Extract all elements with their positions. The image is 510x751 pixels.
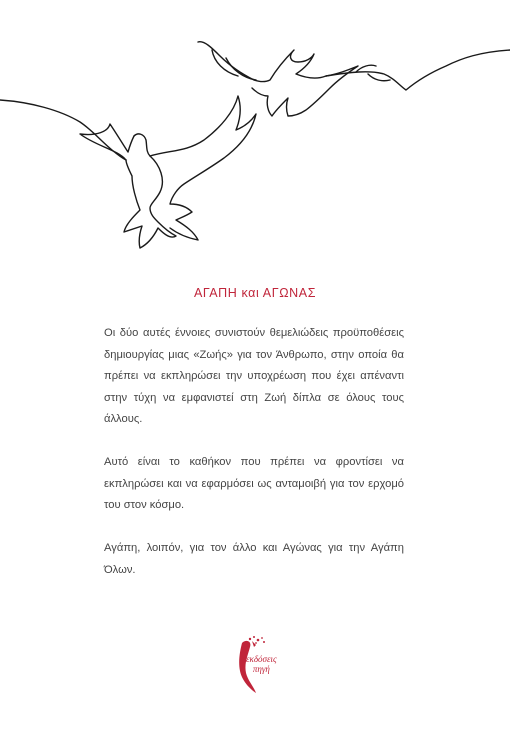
title-prefix: ΑΓΑΠΗ [193, 286, 242, 300]
paragraph-1: Οι δύο αυτές έννοιες συνιστούν θεμελιώδεις προϋποθέσεις δημιουργίας μιας «Ζωής» για τον Άνθρωπο, στην οποία θα πρέπει να εκπληρώσει την υποχρέωση που έχει απέναντι στην τύχη να εμφανιστεί στη Ζωή δίπλα σε όλους τους άλλους. [104, 327, 404, 425]
right-dove [198, 42, 358, 116]
body-text [104, 323, 404, 581]
publisher-line-1: εκδόσεις [246, 654, 277, 664]
title-suffix: ΑΓΩΝΑΣ [259, 286, 317, 300]
doves-line-art [0, 0, 510, 260]
paragraph-2: Αυτό είναι το καθήκον που πρέπει να φροντίσει να εκπληρώσει και να εφαρμόσει ως ανταμοιβή για τον ερχομό του στον κόσμο. [104, 456, 404, 511]
left-dove-body [124, 134, 176, 248]
left-dove-right-wing [150, 96, 256, 240]
flowing-line [0, 100, 126, 160]
title-conjunction: και [241, 286, 260, 300]
branch-leaves [356, 65, 390, 81]
publisher-name [246, 655, 277, 674]
publisher-line-2: πηγή [252, 663, 270, 674]
paragraph-3: Αγάπη, λοιπόν, για τον άλλο και Αγώνας για την Αγάπη Όλων. [104, 542, 404, 576]
page-title [0, 286, 510, 300]
left-dove-left-wing [80, 124, 134, 160]
branch-line [326, 50, 510, 90]
